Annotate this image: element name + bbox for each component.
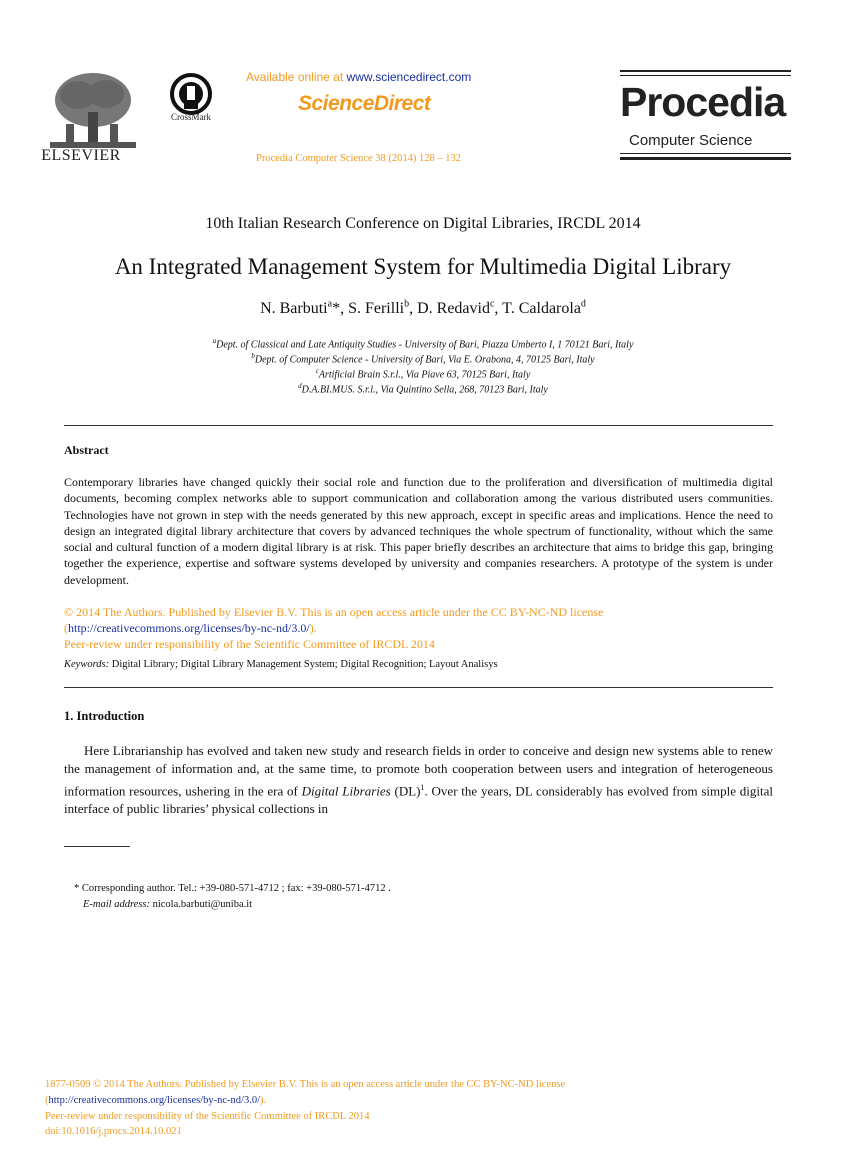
- introduction-text: Here Librarianship has evolved and taken new study and research fields in order to conceive and design new systems able to renew the management of information and, at the same time, to promote both cooperation between users and integration of heterogeneous information resources, ushering in the era of Digital Libraries (DL)$^1$. Over the years, DL considerably has evolved from simple digital interface of public libraries’ physical collections in: [64, 743, 774, 817]
- procedia-top-rule: [620, 70, 791, 72]
- abstract-text: Contemporary libraries have changed quickly their social role and function due to the proliferation and diversification of multimedia digital documents, becoming complex networks able to support communication and collaboration among the various distributed users communities. Technologies have not grown in step with the needs generated by this new approach, except in specific areas and implications. Hence the need to design an integrated digital library architecture that covers by advanced techniques the whole spectrum of functionality, without which the same social and cultural function of a modern digital library is at risk. This paper briefly describes an architecture that aims to bridge this gap, bringing together the experience, expertise and software systems developed by university and companies researchers. A prototype of the system is under development.: [64, 475, 773, 587]
- license-statement: [64, 604, 603, 652]
- email-line: E-mail address: nicola.barbuti@uniba.it: [83, 899, 253, 910]
- peer-review-line: Peer-review under responsibility of the Scientific Committee of IRCDL 2014: [64, 637, 435, 651]
- crossmark-label: CrossMark: [171, 112, 211, 122]
- conference-name: 10th Italian Research Conference on Digital Libraries, IRCDL 2014: [205, 215, 641, 232]
- license-url-line: (http://creativecommons.org/licenses/by-nc-nd/3.0/).: [64, 621, 317, 635]
- elsevier-wordmark: ELSEVIER: [41, 147, 121, 164]
- author: D. Redavid$^c$,: [417, 299, 503, 318]
- keywords: [64, 659, 498, 670]
- footer-peer-review: Peer-review under responsibility of the Scientific Committee of IRCDL 2014: [45, 1110, 370, 1122]
- footer-doi[interactable]: doi:10.1016/j.procs.2014.10.021: [45, 1126, 182, 1138]
- footer-license-link[interactable]: http://creativecommons.org/licenses/by-nc-nd/3.0/: [48, 1094, 261, 1106]
- license-line: © 2014 The Authors. Published by Elsevier B.V. This is an open access article under the CC BY-NC-ND license: [64, 605, 604, 619]
- available-online: [246, 70, 471, 84]
- affiliation: $^c$Artificial Brain S.r.l., Via Piave 63, 70125 Bari, Italy: [315, 367, 531, 381]
- affiliation: $^a$Dept. of Classical and Late Antiquity Studies - University of Bari, Piazza Umberto I, 1 70121 Bari, Italy: [212, 337, 634, 351]
- license-link[interactable]: http://creativecommons.org/licenses/by-nc-nd/3.0/: [68, 621, 310, 635]
- email-address[interactable]: nicola.barbuti@uniba.it: [152, 899, 253, 910]
- abstract-bottom-rule: [64, 687, 773, 688]
- footer-license: 1877-0509 © 2014 The Authors. Published by Elsevier B.V. This is an open access article under the CC BY-NC-ND license: [45, 1079, 566, 1090]
- keywords-label: Keywords:: [64, 659, 110, 670]
- affiliation: $^b$Dept. of Computer Science - University of Bari, Via E. Orabona, 4, 70125 Bari, Italy: [251, 352, 595, 366]
- keywords-text: Digital Library; Digital Library Management System; Digital Recognition; Layout Analisys: [111, 659, 498, 670]
- sciencedirect-link[interactable]: www.sciencedirect.com: [346, 70, 472, 84]
- author-list: [0, 299, 846, 318]
- affiliation: $^d$D.A.BI.MUS. S.r.l., Via Quintino Sella, 268, 70123 Bari, Italy: [298, 382, 548, 396]
- procedia-bottom-rule: [620, 157, 791, 160]
- footnote-rule: [64, 846, 130, 847]
- paper-title: An Integrated Management System for Multimedia Digital Library: [114, 254, 732, 279]
- journal-citation: Procedia Computer Science 38 (2014) 128 – 132: [256, 153, 461, 164]
- procedia-top-rule-thin: [620, 75, 791, 76]
- procedia-subtitle: Computer Science: [629, 132, 753, 149]
- available-prefix: Available online at: [246, 70, 344, 84]
- abstract-top-rule: [64, 425, 773, 426]
- procedia-logo: Procedia: [620, 79, 786, 125]
- abstract-heading: Abstract: [64, 443, 109, 457]
- sciencedirect-logo: ScienceDirect: [298, 92, 431, 115]
- introduction-heading: 1. Introduction: [64, 709, 145, 723]
- procedia-bottom-rule-thin: [620, 153, 791, 154]
- author: T. Caldarola$^d$: [502, 299, 586, 318]
- author: S. Ferilli$^b$,: [348, 299, 418, 318]
- footer-url-line: (http://creativecommons.org/licenses/by-nc-nd/3.0/).: [45, 1094, 267, 1106]
- author: N. Barbuti$^a$*,: [260, 299, 349, 318]
- corresponding-author: * Corresponding author. Tel.: +39-080-571-4712 ; fax: +39-080-571-4712 .: [74, 883, 391, 894]
- footer: [45, 1077, 565, 1140]
